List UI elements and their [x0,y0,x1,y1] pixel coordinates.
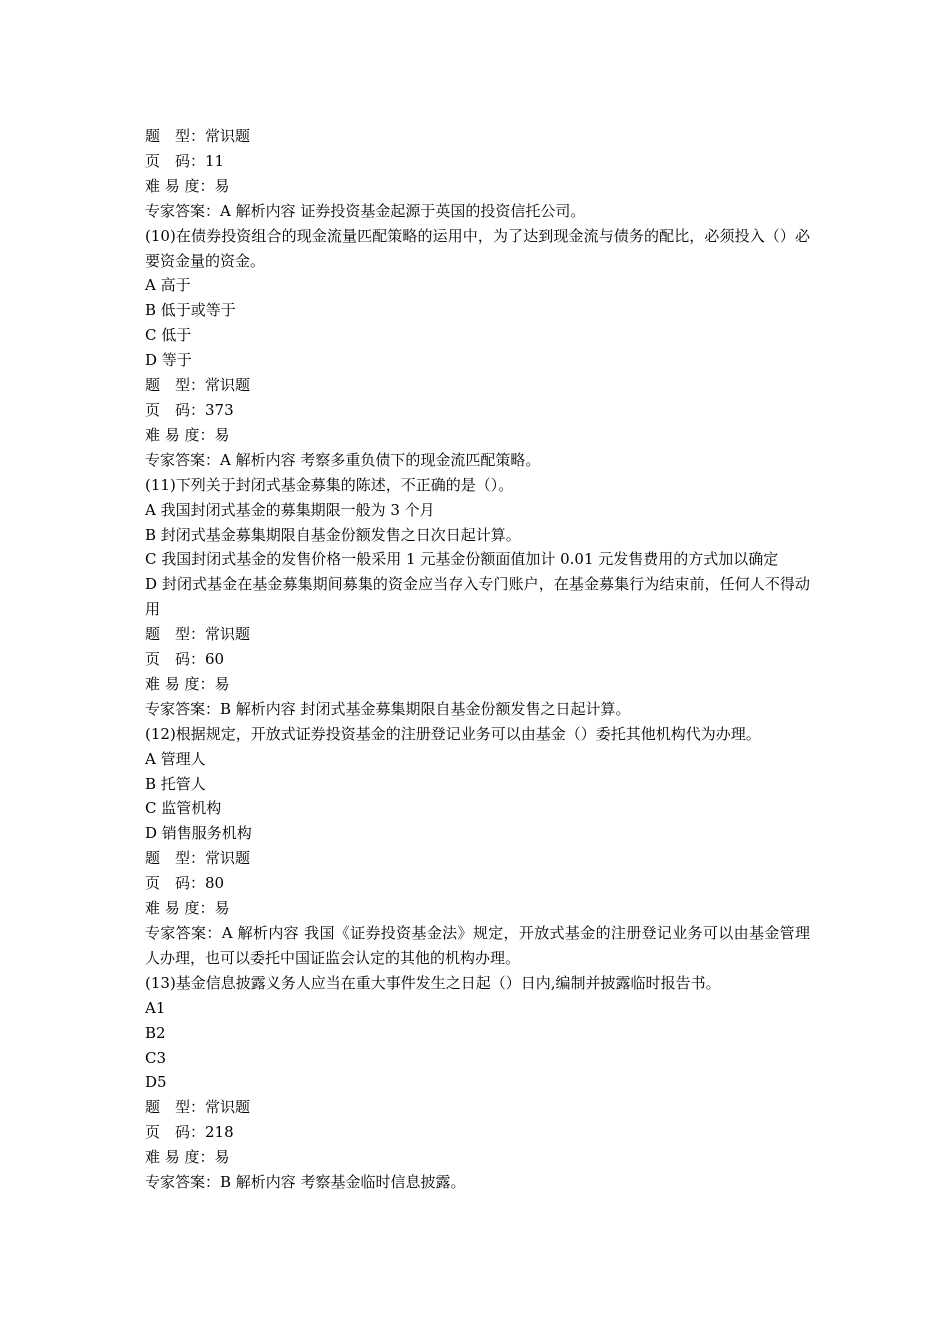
page-number-line: 页 码：60 [145,650,225,669]
expert-answer-line: 专家答案：A 解析内容 证券投资基金起源于英国的投资信托公司。 [145,201,586,220]
option-d: D 销售服务机构 [145,824,252,843]
option-d: D 等于 [145,351,192,370]
difficulty-line: 难 易 度：易 [145,176,230,195]
option-c: C3 [145,1048,167,1067]
option-c: C 监管机构 [145,799,222,818]
difficulty-line: 难 易 度：易 [145,899,230,918]
page-number-line: 页 码：80 [145,874,225,893]
expert-answer-line: 专家答案：A 解析内容 我国《证券投资基金法》规定，开放式基金的注册登记业务可以由基金管理人办理，也可以委托中国证监会认定的其他的机构办理。 [145,924,810,967]
option-a: A 高于 [145,276,191,295]
question-13: (13)基金信息披露义务人应当在重大事件发生之日起（）日内,编制并披露临时报告书。 [145,973,721,992]
expert-answer-line: 专家答案：B 解析内容 考察基金临时信息披露。 [145,1173,466,1192]
difficulty-line: 难 易 度：易 [145,425,230,444]
question-12: (12)根据规定，开放式证券投资基金的注册登记业务可以由基金（）委托其他机构代为办理。 [145,724,761,743]
option-c: C 低于 [145,326,192,345]
page-number-line: 页 码：11 [145,151,225,170]
question-type-line: 题 型：常识题 [145,625,251,644]
option-c: C 我国封闭式基金的发售价格一般采用 1 元基金份额面值加计 0.01 元发售费用的方式加以确定 [145,550,779,569]
option-b: B2 [145,1023,166,1042]
option-d: D 封闭式基金在基金募集期间募集的资金应当存入专门账户，在基金募集行为结束前，任何人不得动用 [145,575,810,619]
expert-answer-line: 专家答案：B 解析内容 封闭式基金募集期限自基金份额发售之日起计算。 [145,699,631,718]
question-10: (10)在债券投资组合的现金流量匹配策略的运用中，为了达到现金流与债务的配比，必须投入（）必要资金量的资金。 [145,226,810,270]
page-number-line: 页 码：373 [145,400,234,419]
option-b: B 封闭式基金募集期限自基金份额发售之日次日起计算。 [145,525,521,544]
option-b: B 托管人 [145,774,206,793]
question-type-line: 题 型：常识题 [145,1098,251,1117]
question-type-line: 题 型：常识题 [145,127,251,145]
difficulty-line: 难 易 度：易 [145,1148,230,1167]
question-type-line: 题 型：常识题 [145,376,251,395]
difficulty-line: 难 易 度：易 [145,674,230,693]
option-a: A 我国封闭式基金的募集期限一般为 3 个月 [145,500,435,519]
option-d: D5 [145,1073,167,1092]
option-a: A1 [145,998,166,1017]
option-b: B 低于或等于 [145,301,236,320]
document-body [145,124,810,1195]
question-11: (11)下列关于封闭式基金募集的陈述，不正确的是（）。 [145,475,514,494]
question-type-line: 题 型：常识题 [145,849,251,868]
page-number-line: 页 码：218 [145,1123,234,1142]
option-a: A 管理人 [145,749,206,768]
expert-answer-line: 专家答案：A 解析内容 考察多重负债下的现金流匹配策略。 [145,450,541,469]
